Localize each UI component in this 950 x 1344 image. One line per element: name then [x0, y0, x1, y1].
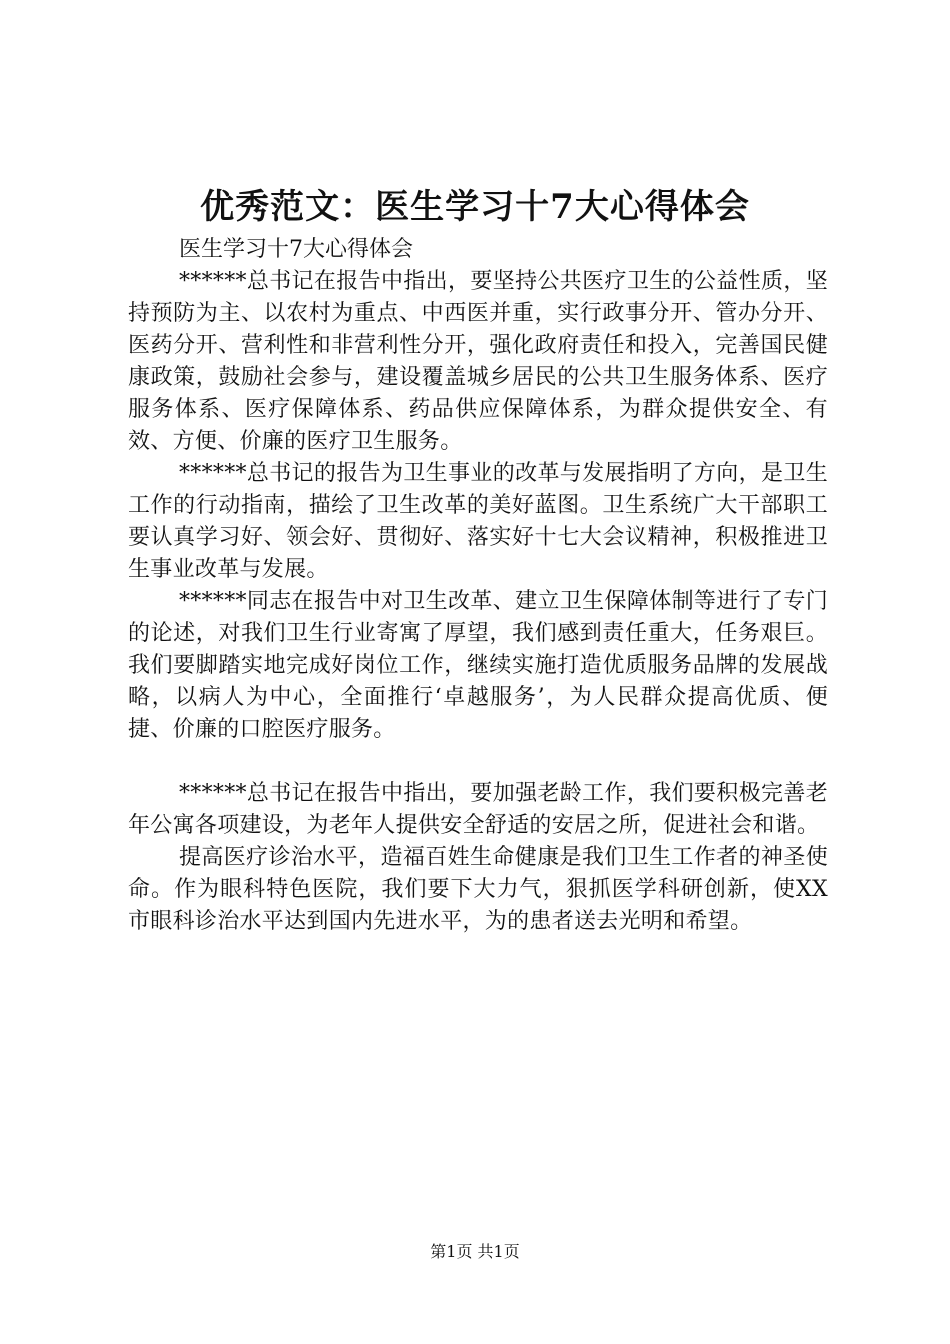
paragraph: ******总书记在报告中指出，要加强老龄工作，我们要积极完善老年公寓各项建设，为老年人提供安全舒适的安居之所，促进社会和谐。 — [128, 781, 828, 838]
document-subtitle: 医生学习十7大心得体会 — [179, 237, 413, 262]
paragraph: 提高医疗诊治水平，造福百姓生命健康是我们卫生工作者的神圣使命。作为眼科特色医院，我们要下大力气，狠抓医学科研创新，使XX市眼科诊治水平达到国内先进水平，为的患者送去光明和希望。 — [128, 845, 828, 934]
paragraph: ******总书记的报告为卫生事业的改革与发展指明了方向，是卫生工作的行动指南，描绘了卫生改革的美好蓝图。卫生系统广大干部职工要认真学习好、领会好、贯彻好、落实好十七大会议精神，积极推进卫生事业改革与发展。 — [128, 461, 828, 582]
document-title: 优秀范文：医生学习十7大心得体会 — [200, 187, 750, 227]
paragraph: ******总书记在报告中指出，要坚持公共医疗卫生的公益性质，坚持预防为主、以农村为重点、中西医并重，实行政事分开、管办分开、医药分开、营利性和非营利性分开，强化政府责任和投入，完善国民健康政策，鼓励社会参与，建设覆盖城乡居民的公共卫生服务体系、医疗服务体系、医疗保障体系、药品供应保障体系，为群众提供安全、有效、方便、价廉的医疗卫生服务。 — [128, 269, 828, 454]
paragraph: ******同志在报告中对卫生改革、建立卫生保障体制等进行了专门的论述，对我们卫生行业寄寓了厚望，我们感到责任重大，任务艰巨。我们要脚踏实地完成好岗位工作，继续实施打造优质服务品牌的发展战略，以病人为中心，全面推行‘卓越服务’，为人民群众提高优质、便捷、价廉的口腔医疗服务。 — [128, 589, 828, 742]
document-body — [128, 234, 828, 938]
page-footer: 第1页 共1页 — [430, 1242, 520, 1261]
paragraph-spacer — [128, 746, 828, 778]
